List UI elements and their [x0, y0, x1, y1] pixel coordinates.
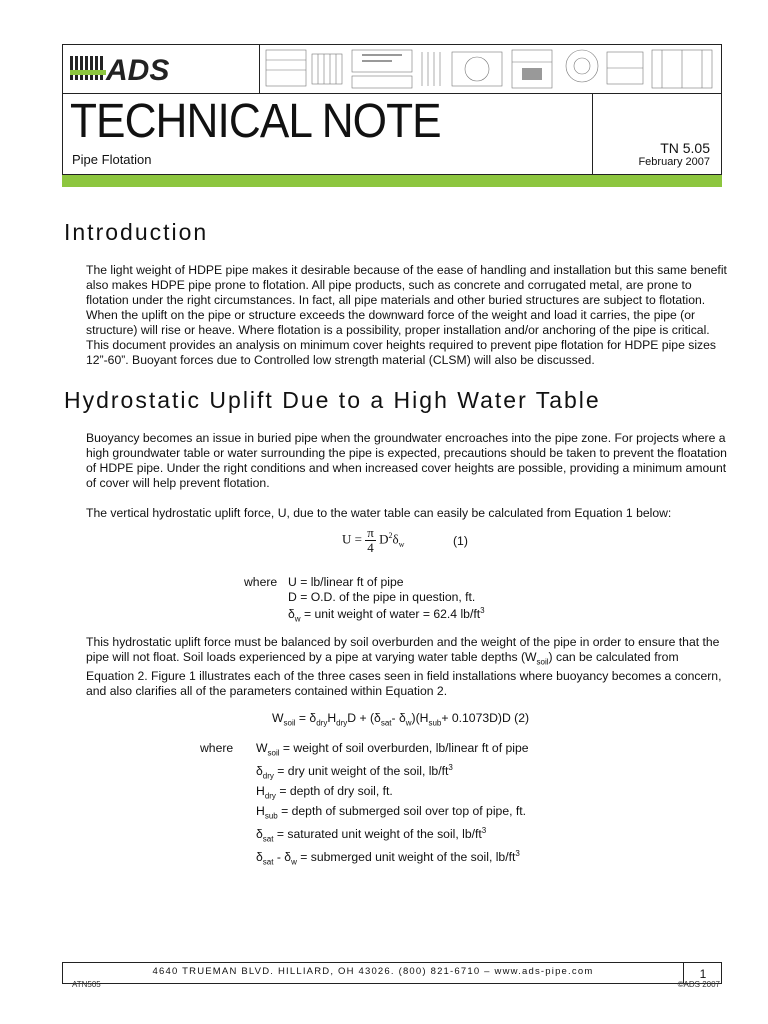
var-dw-sup: 3: [480, 606, 485, 615]
var-sub-2: w: [291, 857, 297, 867]
variable-list-2: [256, 741, 529, 870]
eq1-lhs: U =: [342, 531, 366, 547]
accent-bar: [62, 174, 722, 187]
eq2-minus: - δ: [391, 711, 406, 725]
variable-list-1: [288, 575, 485, 627]
var-symbol: H: [256, 803, 265, 818]
var-dw: [288, 604, 485, 627]
eq1-delta: δ: [392, 531, 399, 547]
header-divider: [592, 94, 593, 174]
where-label-1: where: [244, 575, 278, 589]
eq2-h: H: [327, 711, 337, 725]
var-sub: dry: [262, 771, 274, 781]
header-decorative-drawing: [262, 46, 720, 92]
eq1-numerator: π: [367, 525, 374, 540]
var-sub: sat: [262, 857, 274, 867]
eq2-submerged-sub: sub: [428, 718, 442, 728]
var-u: U = lb/linear ft of pipe: [288, 575, 404, 589]
eq2-soil-sub: soil: [283, 718, 296, 728]
eq2-sat-sub: sat: [380, 718, 392, 728]
var-sub: soil: [267, 748, 280, 758]
var-sub: sat: [262, 834, 274, 844]
balance-paragraph: [86, 635, 728, 699]
eq1-exponent: 2: [388, 531, 393, 541]
tech-note-date: February 2007: [638, 156, 710, 168]
var-dsat: [256, 824, 529, 847]
footer-address: 4640 TRUEMAN BLVD. HILLIARD, OH 43026. (800) 821-6710 – www.ads-pipe.com: [152, 966, 594, 977]
eq1-w-sub: w: [398, 540, 405, 550]
var-symbol: δ: [256, 764, 263, 778]
var-d: D = O.D. of the pipe in question, ft.: [288, 589, 476, 604]
hydro-paragraph: [86, 431, 728, 491]
var-symbol: W: [256, 741, 268, 755]
footer-doc-code: ATN505: [72, 980, 101, 989]
var-sup: 3: [481, 825, 487, 835]
var-desc: = depth of dry soil, ft.: [275, 783, 393, 798]
intro-heading: Introduction: [64, 219, 209, 245]
var-dw-desc: = unit weight of water = 62.4 lb/ft: [300, 607, 481, 622]
hydro-text: Buoyancy becomes an issue in buried pipe when the groundwater encroaches into the pipe zone. For projects where a high groundwater table or water surrounding the pipe is expected, precautions should be taken to prevent the floatation of HDPE pipe. Under the right conditions and when increased cover heights are possible, providing a minimum amount of cover will help prevent flotation.: [86, 431, 727, 490]
var-hdry: [256, 784, 529, 804]
eq1-fraction: [365, 526, 376, 555]
intro-text: The light weight of HDPE pipe makes it desirable because of the ease of handling and installation but this same benefit also makes HDPE pipe prone to flotation. All pipe products, such as concrete and corrugated metal, are prone to flotation under the right circumstances. In fact, all pipe materials and other buried structures are subject to flotation. When the uplift on the pipe or structure exceeds the downward force of the weight and load it carries, the pipe (or structure) will rise or heave. Where flotation is a possibility, proper installation and/or anchoring of the pipe is critical. This document provides an analysis on minimum cover heights required to prevent pipe flotation for HDPE pipe sizes 12”-60”. Buoyant forces due to Controlled low strength material (CLSM) will also be discussed.: [86, 263, 727, 367]
tech-note-number: TN 5.05: [660, 140, 710, 156]
eq2-tail: + 0.1073D)D (2): [441, 711, 530, 725]
balance-text-b: ) can be calculated from Equation 2. Figure 1 illustrates each of the three cases seen in field installations where buoyancy becomes a concern, and also clarifies all of the parameters contained within Equation 2.: [86, 650, 722, 699]
var-hsub: [256, 804, 529, 824]
var-symbol: δ: [256, 849, 263, 864]
var-desc: = dry unit weight of the soil, lb/ft: [273, 764, 449, 778]
eq1-rhs: D: [379, 531, 389, 547]
balance-sub: soil: [536, 657, 549, 667]
eq2-dry-sub-2: dry: [336, 718, 348, 728]
page-title: TECHNICAL NOTE: [70, 95, 441, 148]
logo-text: ADS: [106, 54, 170, 86]
hydro-heading: Hydrostatic Uplift Due to a High Water Table: [64, 387, 601, 413]
where-label-2: where: [200, 741, 234, 755]
var-desc: = weight of soil overburden, lb/linear ft of pipe: [279, 741, 529, 755]
var-desc: = submerged unit weight of the soil, lb/ft: [296, 849, 516, 864]
var-wsoil: [256, 741, 529, 761]
eq2-w: W: [272, 711, 284, 725]
eq2-dry-sub-1: dry: [316, 718, 328, 728]
var-dsat-minus-dw: [256, 847, 529, 870]
ads-logo: [70, 50, 180, 86]
var-symbol: δ: [256, 826, 263, 841]
var-ddry: [256, 761, 529, 784]
eq2-paren: )(H: [411, 711, 429, 725]
balance-text-a: This hydrostatic uplift force must be balanced by soil overburden and the weight of the pipe in order to ensure that the pipe will not float. Soil loads experienced by a pipe at varying water table depths (W: [86, 635, 720, 664]
var-sup: 3: [515, 848, 520, 858]
var-desc: = depth of submerged soil over top of pipe, ft.: [277, 803, 527, 818]
var-sub: sub: [264, 811, 278, 821]
footer-copyright: ©ADS 2007: [677, 980, 720, 989]
page-subtitle: Pipe Flotation: [72, 152, 152, 167]
var-dw-symbol: δ: [288, 607, 295, 622]
page-number: 1: [699, 967, 707, 981]
eq2-mid: D + (δ: [347, 711, 381, 725]
var-symbol: H: [256, 783, 265, 798]
eq2-eq-delta: = δ: [295, 711, 317, 725]
balance-text: [86, 635, 728, 699]
eq1-intro-paragraph: [86, 506, 728, 521]
intro-paragraph: [86, 263, 728, 368]
eq2-w-sub: w: [405, 718, 412, 728]
eq1-intro-text: The vertical hydrostatic uplift force, U, due to the water table can easily be calculated from Equation 1 below:: [86, 506, 672, 520]
var-desc: = saturated unit weight of the soil, lb/ft: [273, 826, 482, 841]
var-sup: 3: [448, 762, 453, 772]
var-dw-sub: w: [294, 614, 301, 624]
eq1-denominator: 4: [367, 540, 374, 555]
equation-1: [342, 526, 404, 555]
var-minus: - δ: [273, 849, 292, 864]
var-sub: dry: [264, 791, 276, 801]
equation-2: [272, 711, 529, 727]
eq1-label: (1): [453, 534, 468, 548]
